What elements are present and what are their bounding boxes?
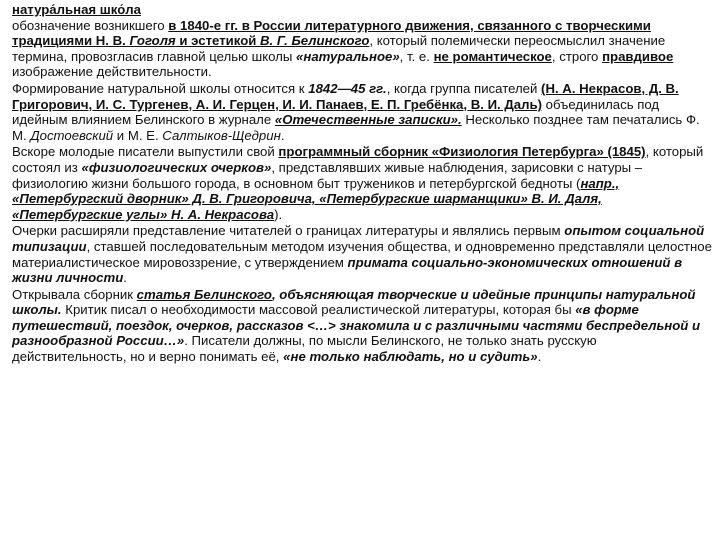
link-belinsky-article[interactable]: статья Белинского <box>136 286 272 302</box>
text: . <box>123 270 127 286</box>
text: Критик писал о необходимости массовой реалистической литературы, которая бы <box>61 302 576 318</box>
text-emph: в 1840-е гг. в России литературного движения, связанного с творческими традициями Н. В. <box>12 17 651 49</box>
text: . <box>280 127 285 143</box>
text: объединилась под идейным влиянием Белинского в журнале <box>12 96 660 128</box>
paragraph-formation <box>12 81 712 143</box>
journal-name: «Отечественные записки». <box>274 112 462 128</box>
paragraph-sketches <box>12 223 712 285</box>
text: . <box>537 349 542 365</box>
text-emph: 1842—45 гг. <box>308 80 387 96</box>
text-emph: «натуральное» <box>296 48 400 64</box>
document-page <box>12 2 712 366</box>
text-emph: программный сборник «Физиология Петербурга» (1845) <box>278 144 646 160</box>
text-emph: примата социально-экономических отношений в жизни личности <box>12 254 683 286</box>
text: , ставшей последовательным методом изучения общества, и одновременно представляли целостное материалистическое мировоззрение, с утверждением <box>12 238 712 270</box>
text: Несколько позднее там печатались Ф. М. <box>12 112 700 143</box>
text: обозначение возникшего <box>12 17 169 33</box>
text: , т. е. <box>399 48 434 64</box>
quote: «в форме путешествий, поездок, очерков, рассказов <…> знакомила и с различными частями беспредельной и разнообразной России…» <box>12 302 701 349</box>
paragraph-belinsky-article <box>12 287 712 365</box>
text: ). <box>274 206 283 222</box>
writers-list: (Н. А. Некрасов, Д. В. Григорович, И. С. Тургенев, А. И. Герцен, И. И. Панаев, Е. П. Гребёнка, В. И. Даль) <box>12 80 679 112</box>
term-title: натура́льная шко́ла <box>12 2 141 17</box>
text-emph: опытом социальной типизации <box>12 223 705 254</box>
text: Открывала сборник <box>12 286 137 302</box>
text: изображение действительности. <box>12 64 212 80</box>
text: . Писатели должны, по мысли Белинского, не только знать русскую действительность, но и верно понимать её, <box>12 333 597 365</box>
text-emph: «физиологических очерков» <box>81 159 272 175</box>
link-gogol[interactable]: Гоголя <box>129 33 176 49</box>
text: и М. Е. <box>113 127 163 143</box>
quote: «не только наблюдать, но и судить» <box>283 349 538 365</box>
text: Вскоре молодые писатели выпустили свой <box>12 144 279 160</box>
text-emph: , объясняющая творческие и идейные принципы натуральной школы. <box>12 286 696 318</box>
text: Формирование натуральной школы относится к <box>12 80 309 96</box>
text-emph: Салтыков-Щедрин <box>162 127 281 143</box>
text: , строго <box>551 48 603 64</box>
examples-list: напр., «Петербургский дворник» Д. В. Григоровича, «Петербургские шарманщики» В. И. Даля, «Петербургские углы» Н. А. Некрасова <box>12 175 620 222</box>
text: , когда группа писателей <box>386 80 542 96</box>
paragraph-definition <box>12 18 712 80</box>
text-emph: Достоевский <box>30 127 114 143</box>
text: , представлявших живые наблюдения, зарисовки с натуры – физиологию жизни большого города, в основном быт тружеников и петербургской бедноты ( <box>12 159 643 191</box>
text: , который полемически переосмыслил значение термина, провозгласив главной целью школы <box>12 33 666 64</box>
text: Очерки расширяли представление читателей о границах литературы и являлись первым <box>12 223 565 239</box>
paragraph-collection <box>12 144 712 222</box>
text-emph: и эстетикой <box>175 33 261 49</box>
link-belinsky[interactable]: В. Г. Белинского <box>260 33 370 49</box>
text: , который состоял из <box>12 144 704 175</box>
text-emph: не романтическое <box>433 48 552 64</box>
text-emph: правдивое <box>602 48 674 64</box>
